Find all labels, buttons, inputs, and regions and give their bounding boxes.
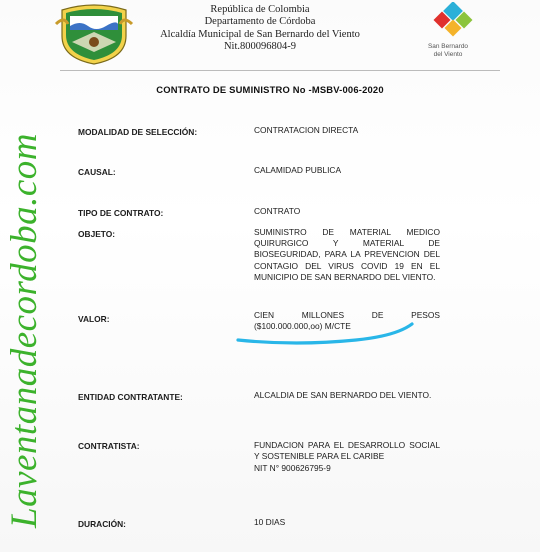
value-valor-line1: CIEN MILLONES DE PESOS (254, 310, 440, 320)
value-contratista: FUNDACION PARA EL DESARROLLO SOCIAL Y SOSTENIBLE PARA EL CARIBE (254, 440, 440, 462)
value-objeto: SUMINISTRO DE MATERIAL MEDICO QUIRURGICO Y MATERIAL DE BIOSEGURIDAD, PARA LA PREVENCION DEL CONTAGIO DEL VIRUS COVID 19 EN EL MUNICIPIO DE SAN BERNARDO DEL VIENTO. (254, 227, 440, 282)
label-contratista: CONTRATISTA: (78, 441, 140, 451)
header-nit: Nit.800096804-9 (223, 41, 297, 53)
highlight-underline (236, 320, 414, 346)
label-entidad: ENTIDAD CONTRATANTE: (78, 392, 183, 402)
value-tipo-contrato: CONTRATO (254, 206, 301, 216)
header-municipality: Alcaldía Municipal de San Bernardo del Viento (160, 28, 360, 40)
logo-text-line2: del Viento (433, 51, 463, 58)
header-country: República de Colombia (210, 4, 310, 15)
value-duracion: 10 DIAS (254, 517, 286, 527)
contract-title: CONTRATO DE SUMINISTRO No -MSBV-006-2020 (156, 84, 384, 95)
label-objeto: OBJETO: (78, 229, 116, 239)
watermark-text: Laventanadecordoba.com (4, 133, 45, 528)
header-divider (60, 70, 500, 71)
header-department: Departamento de Córdoba (204, 16, 316, 28)
value-causal: CALAMIDAD PUBLICA (254, 165, 342, 175)
label-modalidad: MODALIDAD DE SELECCIÓN: (78, 127, 198, 137)
logo-text-line1: San Bernardo (427, 43, 469, 50)
label-causal: CAUSAL: (78, 167, 116, 177)
label-duracion: DURACIÓN: (78, 519, 126, 529)
value-entidad: ALCALDIA DE SAN BERNARDO DEL VIENTO. (254, 390, 432, 400)
label-tipo-contrato: TIPO DE CONTRATO: (78, 208, 164, 218)
value-contratista-nit: NIT N° 900626795-9 (254, 463, 331, 473)
municipality-logo-icon (418, 2, 478, 62)
letterhead (140, 4, 380, 54)
label-valor: VALOR: (78, 314, 110, 324)
value-valor-line2: ($100.000.000,oo) M/CTE (254, 321, 351, 331)
coat-of-arms-icon (54, 2, 134, 66)
value-modalidad: CONTRATACION DIRECTA (254, 125, 359, 135)
